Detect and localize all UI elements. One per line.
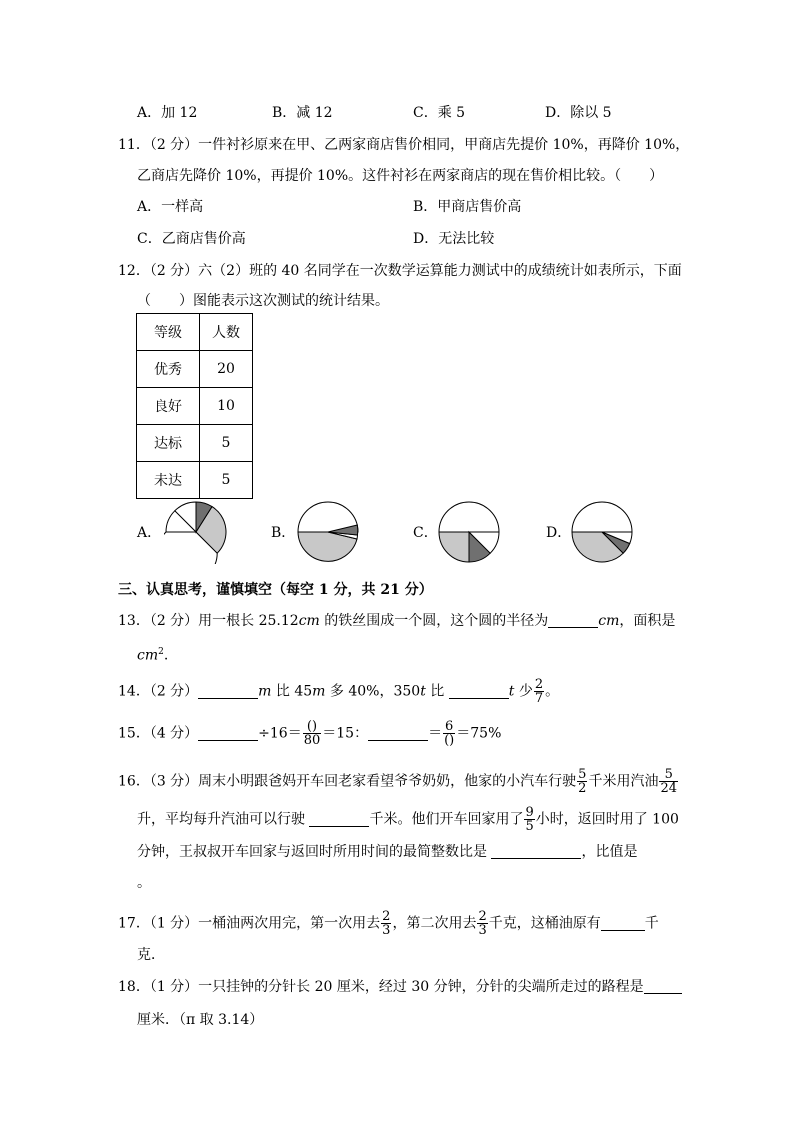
table-header-cell: 等级: [137, 314, 200, 351]
q12-option-c-label[interactable]: C．: [413, 525, 438, 541]
q16-mid1: 千米用汽油: [588, 773, 659, 790]
q12-stem-line2: （ ）图能表示这次测试的统计结果。: [137, 293, 389, 309]
grade-statistics-table: [136, 313, 253, 499]
table-cell: 良好: [137, 388, 200, 425]
table-row: [137, 388, 253, 425]
fraction-denominator: (): [444, 733, 455, 748]
fraction-denominator: 2: [578, 781, 587, 796]
q15-blank-1[interactable]: [198, 724, 258, 741]
fraction-denominator: 3: [478, 923, 487, 938]
q15-div: ÷16＝: [258, 725, 302, 742]
fraction-numerator: 5: [664, 767, 673, 782]
q14-part2: 多 40%，350: [325, 683, 421, 700]
q14-blank-1[interactable]: [198, 682, 258, 699]
q12-option-d-pie[interactable]: [570, 500, 634, 564]
q11-stem-line2: 乙商店先降价 10%，再提价 10%。这件衬衫在两家商店的现在售价相比较。（ ）: [137, 168, 664, 184]
q14-fraction: [534, 678, 544, 705]
q13-suffix: ，面积是: [619, 613, 676, 629]
q17-mid: ，第二次用去: [392, 915, 477, 932]
table-cell: 未达: [137, 462, 200, 499]
q12-option-c-pie[interactable]: [437, 500, 501, 564]
q16-line4: 。: [137, 875, 151, 891]
q12-option-b-pie[interactable]: [296, 500, 360, 564]
q15-fraction-1: [303, 720, 322, 747]
q13-prefix: 13．（2 分）用一根长 25.12: [118, 613, 299, 629]
q13-unit: cm: [298, 613, 320, 629]
q13-line1: [118, 611, 675, 631]
table-row: [137, 425, 253, 462]
q12-option-d-label[interactable]: D．: [546, 525, 572, 541]
q14-unit-m: m: [258, 683, 272, 700]
table-row: [137, 351, 253, 388]
q12-stem-line1: 12．（2 分）六（2）班的 40 名同学在一次数学运算能力测试中的成绩统计如表所示，下面: [118, 263, 682, 279]
q13-mid-unit: cm: [598, 613, 620, 629]
q14-part4: 少: [514, 683, 533, 700]
q13-mid: 的铁丝围成一个圆，这个圆的半径为: [319, 613, 549, 629]
q11-option-b[interactable]: B．甲商店售价高: [413, 199, 522, 215]
q13-radius-blank[interactable]: [548, 611, 598, 628]
fraction-numerator: 2: [534, 677, 544, 692]
table-header-row: [137, 314, 253, 351]
q16-prefix: 16．（3 分）周末小明跟爸妈开车回老家看望爷爷奶奶，他家的小汽车行驶: [118, 773, 577, 790]
q17-fraction-1: [381, 910, 391, 937]
fraction-denominator: 7: [534, 691, 544, 706]
q10-option-a[interactable]: A．加 12: [137, 105, 198, 121]
q16-line3-b: ，比值是: [581, 844, 638, 860]
q16-line3-a: 分钟，王叔叔开车回家与返回时所用时间的最简整数比是: [137, 844, 492, 860]
q18-line2: 厘米．（π 取 3.14）: [137, 1012, 264, 1028]
q15-prefix: 15．（4 分）: [118, 725, 199, 742]
q17-blank[interactable]: [601, 914, 645, 931]
q11-option-d[interactable]: D．无法比较: [413, 231, 495, 247]
q16-line2-b: 千米。他们开车回家用了: [369, 811, 524, 828]
q16-line1: [118, 768, 679, 795]
q14-line: [118, 678, 559, 705]
q16-fraction-2: [659, 768, 678, 795]
q15-fraction-2: [443, 720, 455, 747]
q17-fraction-2: [477, 910, 487, 937]
table-row: [137, 462, 253, 499]
q14-unit-m2: m: [312, 683, 326, 700]
q16-blank-1[interactable]: [309, 810, 369, 827]
q16-fraction-3: [524, 806, 534, 833]
q18-blank[interactable]: [644, 977, 682, 994]
fraction-numerator: 9: [525, 805, 534, 820]
q14-part1: 比 45: [271, 683, 313, 700]
q13-area-exponent: 2: [158, 647, 164, 657]
fraction-denominator: 24: [660, 781, 677, 796]
section-heading: 三、认真思考，谨慎填空（每空 1 分，共 21 分）: [118, 582, 433, 598]
q12-option-a-pie[interactable]: [164, 500, 228, 564]
q10-option-c[interactable]: C．乘 5: [413, 105, 466, 121]
q12-option-a-label[interactable]: A．: [137, 525, 162, 541]
q17-line1: [118, 910, 659, 937]
q14-end: 。: [545, 683, 560, 700]
q17-end: 千: [644, 915, 659, 932]
fraction-denominator: 80: [303, 733, 321, 748]
q13-area-unit: cm: [137, 647, 159, 664]
q17-prefix: 17．（1 分）一桶油两次用完，第一次用去: [118, 915, 381, 932]
fraction-numerator: 5: [578, 767, 587, 782]
q11-stem-line1: 11．（2 分）一件衬衫原来在甲、乙两家商店售价相同，甲商店先提价 10%，再降价 10%，: [118, 137, 690, 153]
q14-unit-t2: t: [508, 683, 515, 700]
table-cell: 10: [200, 388, 253, 425]
q14-prefix: 14．（2 分）: [118, 683, 199, 700]
q10-option-d[interactable]: D．除以 5: [545, 105, 612, 121]
q16-line3: [137, 842, 637, 862]
fraction-denominator: 5: [525, 819, 534, 834]
q15-blank-2[interactable]: [368, 724, 428, 741]
q18-text: 18．（1 分）一只挂钟的分针长 20 厘米，经过 30 分钟，分针的尖端所走过的路程是: [118, 979, 644, 995]
q11-option-a[interactable]: A．一样高: [137, 199, 204, 215]
table-header-cell: 人数: [200, 314, 253, 351]
q15-eq1: ＝15：: [322, 725, 369, 742]
q17-suffix: 千克，这桶油原有: [488, 915, 601, 932]
q16-line2: [137, 806, 679, 833]
q14-blank-2[interactable]: [449, 682, 509, 699]
table-cell: 5: [200, 462, 253, 499]
fraction-numerator: (): [306, 719, 318, 734]
q15-eq2: ＝: [428, 725, 443, 742]
q18-line1: [118, 977, 682, 997]
q16-blank-2[interactable]: [491, 842, 581, 859]
table-cell: 5: [200, 425, 253, 462]
fraction-numerator: 6: [445, 719, 454, 734]
table-cell: 达标: [137, 425, 200, 462]
q13-line2: [137, 642, 168, 666]
q10-option-b[interactable]: B．减 12: [272, 105, 333, 121]
fraction-numerator: 2: [478, 909, 487, 924]
q13-end: .: [163, 647, 169, 664]
fraction-denominator: 3: [382, 923, 391, 938]
q16-line2-c: 小时，返回时用了 100: [535, 811, 679, 828]
table-cell: 优秀: [137, 351, 200, 388]
q11-option-c[interactable]: C．乙商店售价高: [137, 231, 246, 247]
q15-line: [118, 720, 501, 747]
q12-option-b-label[interactable]: B．: [271, 525, 296, 541]
q16-fraction-1: [577, 768, 587, 795]
table-cell: 20: [200, 351, 253, 388]
q14-part3: 比: [425, 683, 449, 700]
q14-unit-t: t: [420, 683, 426, 700]
fraction-numerator: 2: [382, 909, 391, 924]
q17-line2: 克．: [137, 947, 165, 963]
q16-line2-a: 升，平均每升汽油可以行驶: [137, 811, 310, 828]
q15-end: ＝75%: [456, 725, 502, 742]
